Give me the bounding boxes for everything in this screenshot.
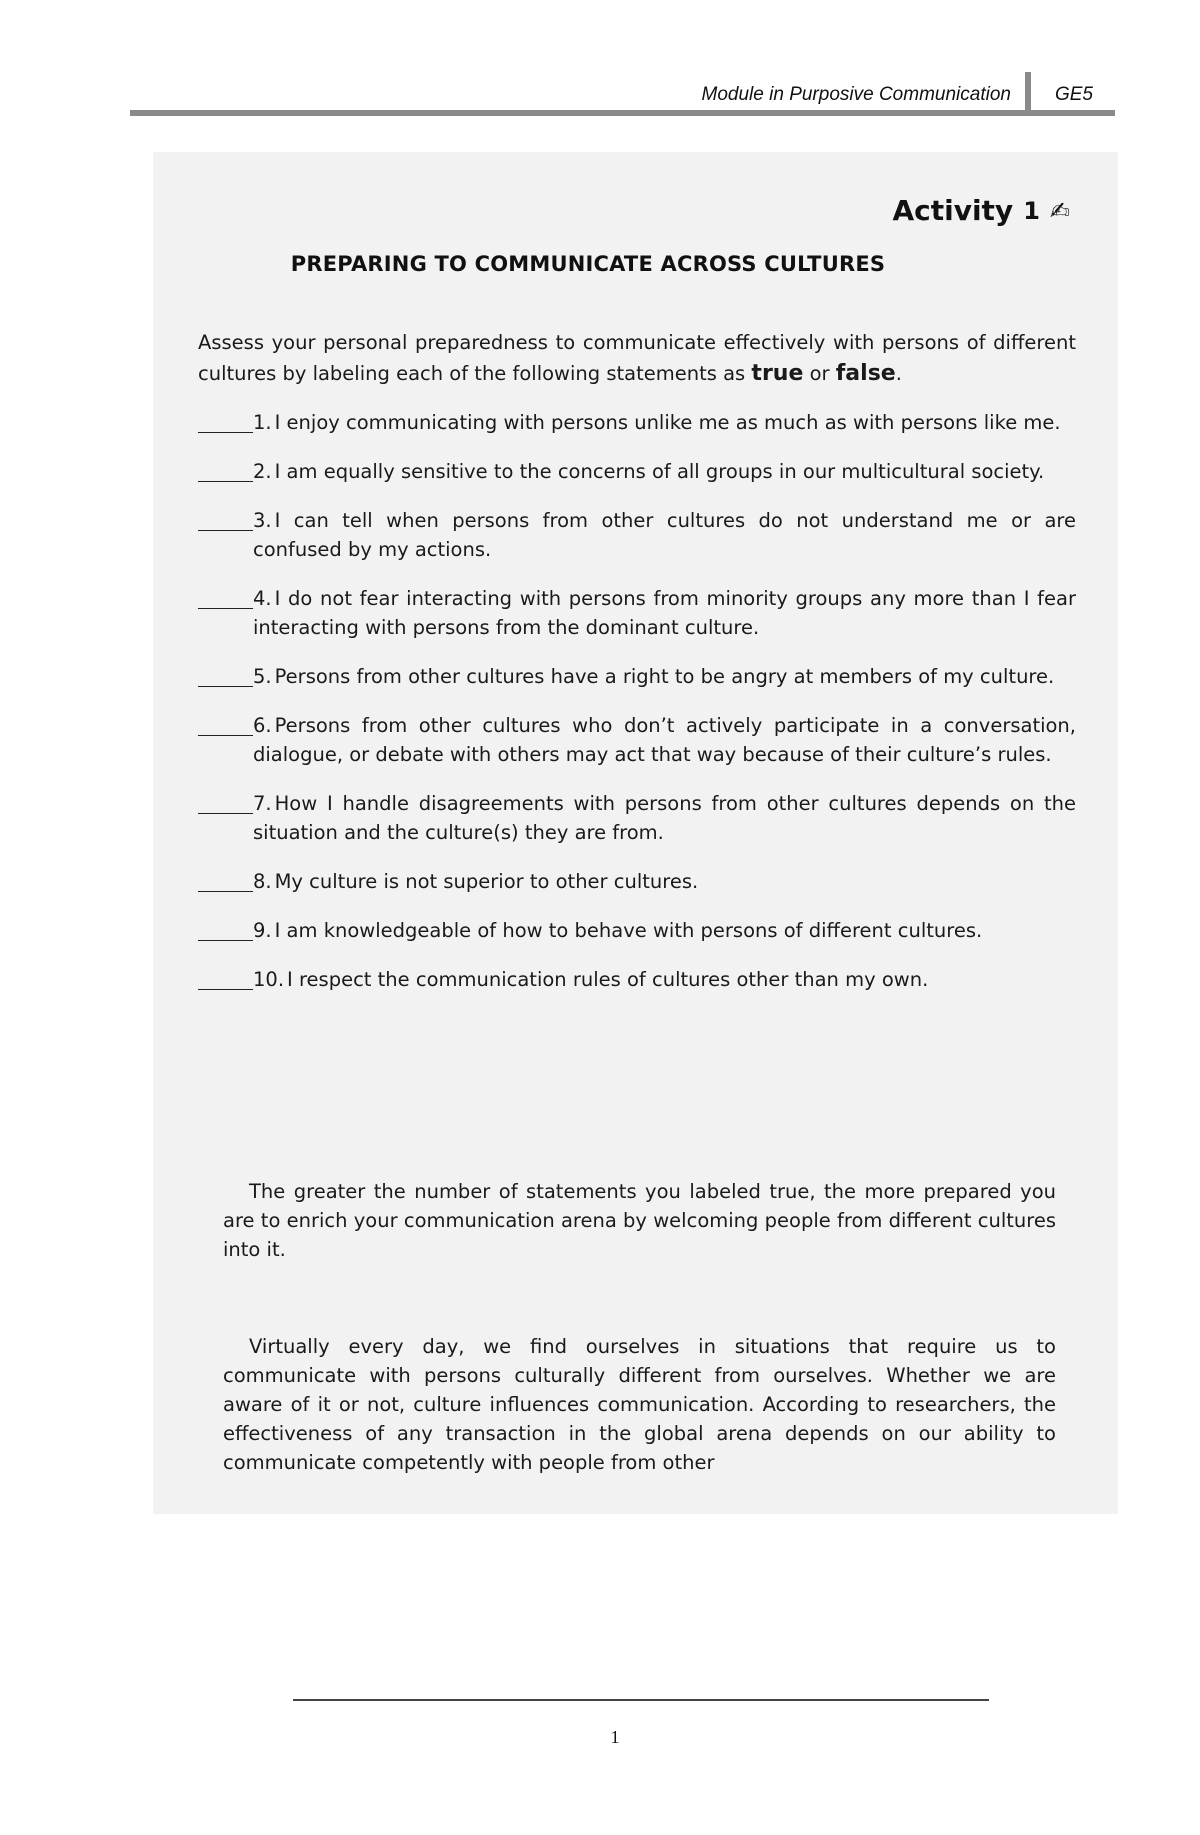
- statement-item: [198, 867, 1076, 896]
- page-number: 1: [610, 1727, 620, 1747]
- statement-item: [198, 506, 1076, 564]
- instructions-false-word: false: [835, 361, 896, 386]
- statement-text: Persons from other cultures who don’t actively participate in a conversation, dialogue, or debate with others may act that way because of their culture’s rules.: [253, 714, 1076, 766]
- statement-text: I enjoy communicating with persons unlike me as much as with persons like me.: [274, 411, 1061, 434]
- answer-blank[interactable]: [198, 870, 253, 892]
- statement-text: I can tell when persons from other cultures do not understand me or are confused by my actions.: [253, 509, 1076, 561]
- statement-text: I am equally sensitive to the concerns of all groups in our multicultural society.: [274, 460, 1045, 483]
- page-header: [130, 70, 1115, 116]
- instructions-paragraph: [198, 327, 1076, 389]
- summary-paragraph: The greater the number of statements you labeled true, the more prepared you are to enrich your communication arena by welcoming people from different cultures into it.: [223, 1180, 1056, 1261]
- activity-title-number: 1: [1023, 196, 1040, 225]
- statement-number: 2.: [253, 460, 272, 483]
- statement-number: 10.: [253, 968, 285, 991]
- statement-item: [198, 662, 1076, 691]
- answer-blank[interactable]: [198, 714, 253, 736]
- activity-panel: [153, 152, 1118, 1514]
- statement-item: [198, 916, 1076, 945]
- statement-text: I do not fear interacting with persons from minority groups any more than I fear interacting with persons from the dominant culture.: [253, 587, 1076, 639]
- answer-blank[interactable]: [198, 919, 253, 941]
- statement-number: 3.: [253, 509, 272, 532]
- answer-blank[interactable]: [198, 968, 253, 990]
- answer-blank[interactable]: [198, 460, 253, 482]
- statement-text: I am knowledgeable of how to behave with persons of different cultures.: [274, 919, 983, 942]
- statement-item: [198, 584, 1076, 642]
- answer-blank[interactable]: [198, 411, 253, 433]
- statement-item: [198, 789, 1076, 847]
- header-module-title: Module in Purposive Communication: [701, 84, 1011, 105]
- statement-list: [198, 408, 1076, 1014]
- activity-heading: PREPARING TO COMMUNICATE ACROSS CULTURES: [290, 252, 886, 276]
- answer-blank[interactable]: [198, 587, 253, 609]
- activity-title: [892, 194, 1070, 227]
- footer-rule: [293, 1699, 989, 1701]
- statement-text: Persons from other cultures have a right to be angry at members of my culture.: [274, 665, 1055, 688]
- closing-paragraph: Virtually every day, we find ourselves in situations that require us to communicate with persons culturally different from ourselves. Whether we are aware of it or not, culture influences communication. According to researchers, the effectiveness of any transaction in the global arena depends on our ability to communicate competently with people from other: [223, 1335, 1056, 1474]
- answer-blank[interactable]: [198, 792, 253, 814]
- activity-title-word: Activity: [892, 194, 1014, 227]
- statement-item: [198, 457, 1076, 486]
- statement-item: [198, 711, 1076, 769]
- instructions-true-word: true: [751, 361, 804, 386]
- statement-number: 5.: [253, 665, 272, 688]
- statement-text: I respect the communication rules of cultures other than my own.: [287, 968, 929, 991]
- header-rule: [130, 110, 1115, 116]
- header-course-code: GE5: [1054, 84, 1093, 105]
- instructions-lead: Assess your personal preparedness to communicate effectively with persons of different cultures by labeling each of the following statements as: [198, 331, 1076, 385]
- statement-text: How I handle disagreements with persons from other cultures depends on the situation and the culture(s) they are from.: [253, 792, 1076, 844]
- statement-number: 7.: [253, 792, 272, 815]
- answer-blank[interactable]: [198, 665, 253, 687]
- statement-item: [198, 965, 1076, 994]
- header-text: [702, 80, 1115, 110]
- statement-number: 4.: [253, 587, 272, 610]
- statement-number: 8.: [253, 870, 272, 893]
- instructions-end: .: [895, 362, 902, 385]
- statement-number: 6.: [253, 714, 272, 737]
- statement-number: 9.: [253, 919, 272, 942]
- writing-hand-icon: ✍: [1049, 196, 1070, 225]
- statement-item: [198, 408, 1076, 437]
- statement-text: My culture is not superior to other cultures.: [274, 870, 699, 893]
- instructions-or-word: or: [809, 362, 830, 385]
- statement-number: 1.: [253, 411, 272, 434]
- answer-blank[interactable]: [198, 509, 253, 531]
